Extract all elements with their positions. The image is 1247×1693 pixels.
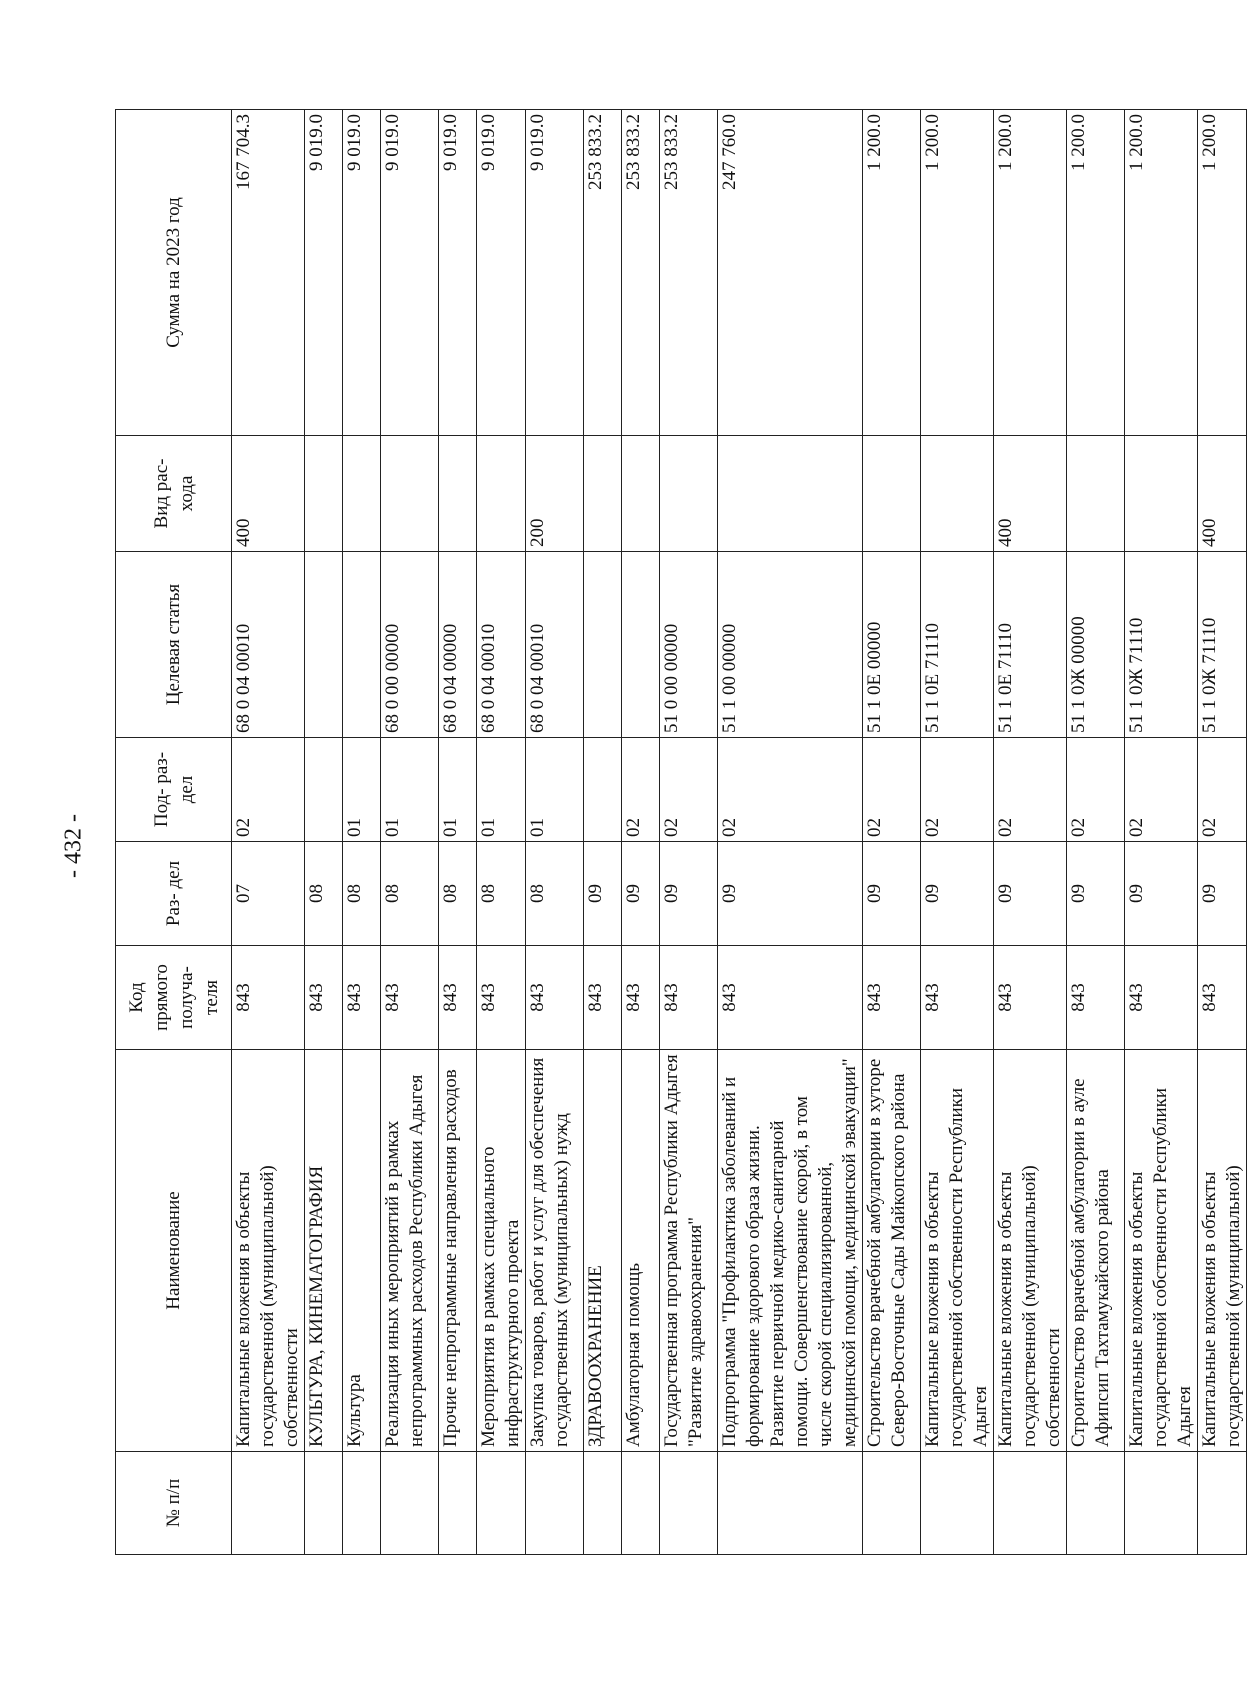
row-name: КУЛЬТУРА, КИНЕМАТОГРАФИЯ — [305, 1050, 343, 1452]
table-body — [232, 110, 1247, 1555]
table-row — [622, 110, 660, 1555]
row-subsection: 02 — [718, 738, 863, 842]
row-recipient-code: 843 — [994, 946, 1067, 1050]
table-row — [921, 110, 994, 1555]
row-name: Строительство врачебной амбулатории в хуторе Северо-Восточные Сады Майкопского района — [863, 1050, 921, 1452]
row-target-article: 68 0 04 00010 — [232, 552, 305, 738]
row-amount: 253 833.2 — [622, 110, 660, 436]
table-row — [1125, 110, 1198, 1555]
row-expense-type — [305, 436, 343, 552]
row-recipient-code: 843 — [439, 946, 477, 1050]
table-row — [343, 110, 381, 1555]
row-num — [622, 1452, 660, 1555]
row-section: 09 — [1067, 842, 1125, 946]
row-expense-type — [477, 436, 526, 552]
row-amount: 1 200.0 — [921, 110, 994, 436]
row-amount: 9 019.0 — [477, 110, 526, 436]
row-recipient-code: 843 — [718, 946, 863, 1050]
row-subsection: 01 — [381, 738, 439, 842]
row-expense-type — [381, 436, 439, 552]
table-row — [994, 110, 1067, 1555]
row-recipient-code: 843 — [660, 946, 718, 1050]
row-name: ЗДРАВООХРАНЕНИЕ — [584, 1050, 622, 1452]
row-target-article: 51 0 00 00000 — [660, 552, 718, 738]
row-target-article: 51 1 0Ж 71110 — [1125, 552, 1198, 738]
row-expense-type — [863, 436, 921, 552]
row-section: 08 — [381, 842, 439, 946]
row-expense-type: 400 — [232, 436, 305, 552]
header-target: Целевая статья — [116, 552, 232, 738]
row-recipient-code: 843 — [921, 946, 994, 1050]
table-row — [439, 110, 477, 1555]
row-num — [718, 1452, 863, 1555]
table-row — [584, 110, 622, 1555]
row-expense-type: 400 — [1198, 436, 1247, 552]
row-num — [381, 1452, 439, 1555]
row-num — [232, 1452, 305, 1555]
row-name: Амбулаторная помощь — [622, 1050, 660, 1452]
row-recipient-code: 843 — [1125, 946, 1198, 1050]
row-amount: 1 200.0 — [863, 110, 921, 436]
row-amount: 253 833.2 — [584, 110, 622, 436]
row-target-article — [622, 552, 660, 738]
row-name: Государственная программа Республики Адыгея "Развитие здравоохранения" — [660, 1050, 718, 1452]
row-section: 09 — [622, 842, 660, 946]
header-subsection: Под- раз- дел — [116, 738, 232, 842]
row-subsection — [584, 738, 622, 842]
row-num — [1198, 1452, 1247, 1555]
row-amount: 9 019.0 — [526, 110, 584, 436]
row-name: Капитальные вложения в объекты государственной собственности Республики Адыгея — [1125, 1050, 1198, 1452]
table-row — [305, 110, 343, 1555]
row-section: 09 — [921, 842, 994, 946]
table-row — [526, 110, 584, 1555]
row-target-article: 51 1 0Е 71110 — [994, 552, 1067, 738]
row-target-article: 68 0 04 00000 — [439, 552, 477, 738]
row-subsection: 02 — [1125, 738, 1198, 842]
row-recipient-code: 843 — [1198, 946, 1247, 1050]
row-amount: 167 704.3 — [232, 110, 305, 436]
row-subsection: 01 — [343, 738, 381, 842]
table-row — [381, 110, 439, 1555]
header-expense-type: Вид рас- хода — [116, 436, 232, 552]
row-name: Культура — [343, 1050, 381, 1452]
row-amount: 9 019.0 — [305, 110, 343, 436]
row-target-article: 51 1 0Е 00000 — [863, 552, 921, 738]
row-num — [526, 1452, 584, 1555]
row-recipient-code: 843 — [343, 946, 381, 1050]
row-amount: 1 200.0 — [994, 110, 1067, 436]
row-name: Капитальные вложения в объекты государственной (муниципальной) собственности — [994, 1050, 1067, 1452]
row-target-article — [584, 552, 622, 738]
row-num — [305, 1452, 343, 1555]
row-target-article: 68 0 00 00000 — [381, 552, 439, 738]
row-num — [477, 1452, 526, 1555]
row-amount: 1 200.0 — [1067, 110, 1125, 436]
row-recipient-code: 843 — [1067, 946, 1125, 1050]
row-subsection: 02 — [622, 738, 660, 842]
row-expense-type — [660, 436, 718, 552]
table-row — [1067, 110, 1125, 1555]
row-expense-type — [921, 436, 994, 552]
row-expense-type — [718, 436, 863, 552]
row-recipient-code: 843 — [232, 946, 305, 1050]
row-subsection: 02 — [232, 738, 305, 842]
row-name: Закупка товаров, работ и услуг для обеспечения государственных (муниципальных) нужд — [526, 1050, 584, 1452]
header-row — [116, 110, 232, 1555]
row-target-article: 51 1 00 00000 — [718, 552, 863, 738]
row-section: 09 — [863, 842, 921, 946]
row-subsection: 02 — [660, 738, 718, 842]
table-row — [863, 110, 921, 1555]
row-recipient-code: 843 — [381, 946, 439, 1050]
row-recipient-code: 843 — [863, 946, 921, 1050]
table-row — [477, 110, 526, 1555]
row-num — [921, 1452, 994, 1555]
budget-table-frame — [115, 110, 1244, 1555]
row-amount: 9 019.0 — [343, 110, 381, 436]
row-subsection: 02 — [921, 738, 994, 842]
row-expense-type — [584, 436, 622, 552]
row-section: 07 — [232, 842, 305, 946]
row-num — [994, 1452, 1067, 1555]
table-row — [718, 110, 863, 1555]
row-target-article: 68 0 04 00010 — [526, 552, 584, 738]
header-section: Раз- дел — [116, 842, 232, 946]
row-expense-type — [1067, 436, 1125, 552]
row-expense-type: 400 — [994, 436, 1067, 552]
row-subsection: 02 — [1067, 738, 1125, 842]
table-row — [660, 110, 718, 1555]
row-section: 08 — [477, 842, 526, 946]
row-name: Мероприятия в рамках специального инфраструктурного проекта — [477, 1050, 526, 1452]
row-target-article — [305, 552, 343, 738]
row-section: 09 — [1125, 842, 1198, 946]
row-recipient-code: 843 — [584, 946, 622, 1050]
table-row — [232, 110, 305, 1555]
budget-table — [115, 109, 1247, 1555]
row-recipient-code: 843 — [526, 946, 584, 1050]
row-target-article — [343, 552, 381, 738]
row-expense-type — [1125, 436, 1198, 552]
row-amount: 9 019.0 — [439, 110, 477, 436]
row-subsection: 02 — [863, 738, 921, 842]
row-subsection: 01 — [439, 738, 477, 842]
row-amount: 253 833.2 — [660, 110, 718, 436]
row-name: Строительство врачебной амбулатории в ауле Афипсип Тахтамукайского района — [1067, 1050, 1125, 1452]
row-amount: 1 200.0 — [1198, 110, 1247, 436]
row-name: Капитальные вложения в объекты государственной (муниципальной) собственности — [232, 1050, 305, 1452]
header-amount: Сумма на 2023 год — [116, 110, 232, 436]
row-section: 08 — [439, 842, 477, 946]
row-target-article: 68 0 04 00010 — [477, 552, 526, 738]
row-amount: 9 019.0 — [381, 110, 439, 436]
row-expense-type: 200 — [526, 436, 584, 552]
row-name: Капитальные вложения в объекты государственной собственности Республики Адыгея — [921, 1050, 994, 1452]
row-name: Капитальные вложения в объекты государственной (муниципальной) — [1198, 1050, 1247, 1452]
row-recipient-code: 843 — [477, 946, 526, 1050]
row-subsection: 01 — [526, 738, 584, 842]
header-recipient: Код прямого получа- теля — [116, 946, 232, 1050]
row-num — [660, 1452, 718, 1555]
row-expense-type — [439, 436, 477, 552]
row-num — [584, 1452, 622, 1555]
row-num — [863, 1452, 921, 1555]
row-expense-type — [343, 436, 381, 552]
row-name: Реализация иных мероприятий в рамках непрограммных расходов Республики Адыгея — [381, 1050, 439, 1452]
row-section: 08 — [343, 842, 381, 946]
row-expense-type — [622, 436, 660, 552]
row-section: 08 — [305, 842, 343, 946]
row-section: 08 — [526, 842, 584, 946]
row-target-article: 51 1 0Ж 00000 — [1067, 552, 1125, 738]
row-num — [343, 1452, 381, 1555]
row-target-article: 51 1 0Ж 71110 — [1198, 552, 1247, 738]
page-number: - 432 - — [60, 814, 87, 878]
row-recipient-code: 843 — [622, 946, 660, 1050]
row-section: 09 — [584, 842, 622, 946]
row-num — [439, 1452, 477, 1555]
row-name: Прочие непрограммные направления расходов — [439, 1050, 477, 1452]
row-section: 09 — [1198, 842, 1247, 946]
row-name: Подпрограмма "Профилактика заболеваний и формирование здорового образа жизни. Развитие первичной медико-санитарной помощи. Совершенствование скорой, в том числе скорой специализированной, медицинской помощи, медицинской эвакуации" — [718, 1050, 863, 1452]
header-num: № п/п — [116, 1452, 232, 1555]
row-num — [1067, 1452, 1125, 1555]
row-subsection — [305, 738, 343, 842]
row-subsection: 02 — [1198, 738, 1247, 842]
row-subsection: 02 — [994, 738, 1067, 842]
row-subsection: 01 — [477, 738, 526, 842]
header-name: Наименование — [116, 1050, 232, 1452]
row-section: 09 — [718, 842, 863, 946]
row-recipient-code: 843 — [305, 946, 343, 1050]
table-row — [1198, 110, 1247, 1555]
row-section: 09 — [660, 842, 718, 946]
row-amount: 1 200.0 — [1125, 110, 1198, 436]
row-amount: 247 760.0 — [718, 110, 863, 436]
row-target-article: 51 1 0Е 71110 — [921, 552, 994, 738]
row-num — [1125, 1452, 1198, 1555]
row-section: 09 — [994, 842, 1067, 946]
